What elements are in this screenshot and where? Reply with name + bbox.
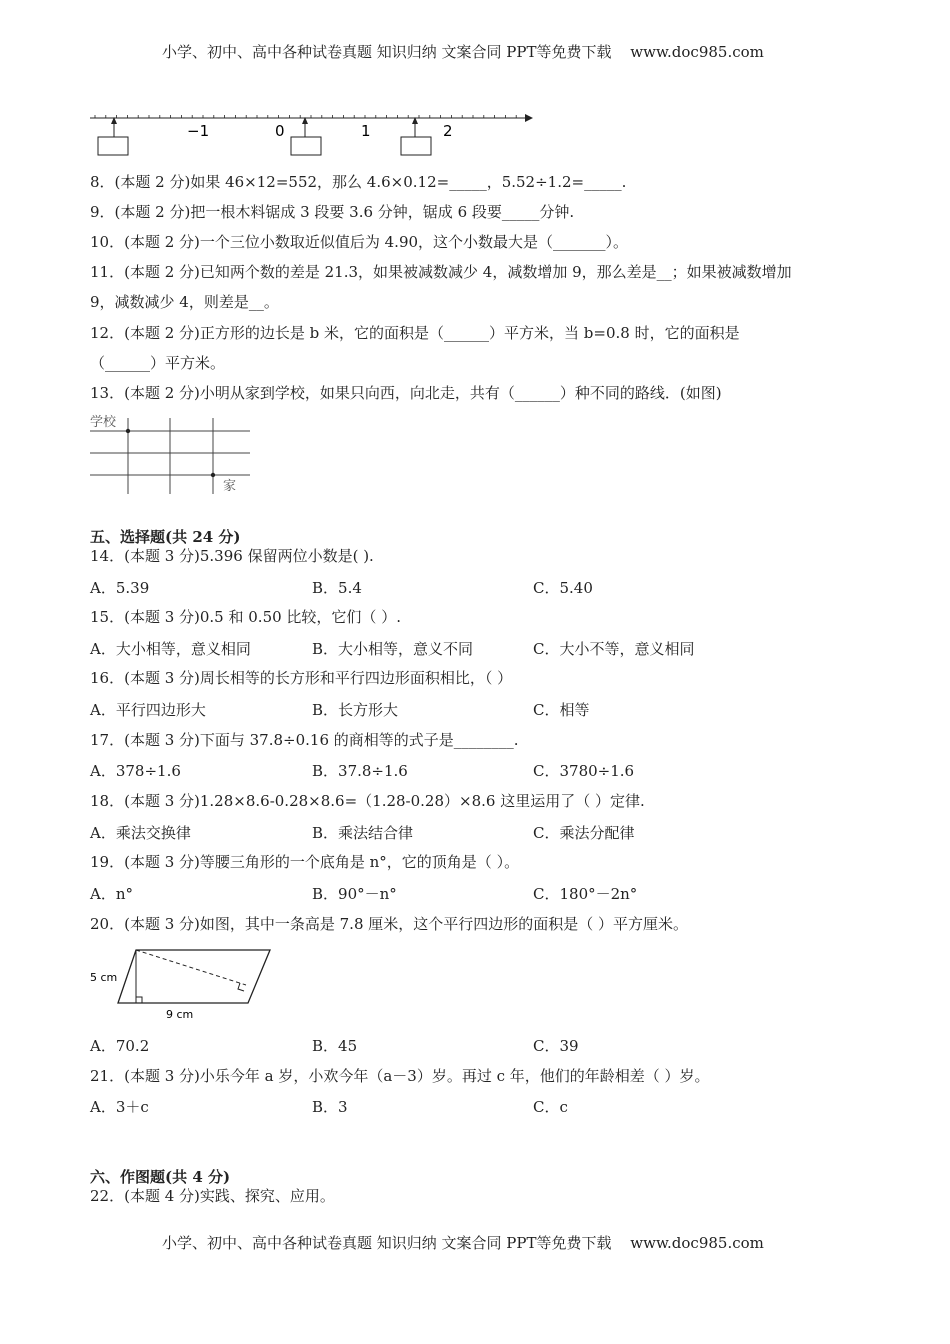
question-8: 8．(本题 2 分)如果 46×12=552，那么 4.6×0.12=_____，5.52÷1.2=_____.	[90, 173, 627, 191]
question-13: 13．(本题 2 分)小明从家到学校，如果只向西，向北走，共有（______）种不同的路线．(如图)	[90, 384, 722, 402]
label-1: 1	[361, 122, 371, 140]
home-label: 家	[223, 479, 237, 494]
question-17: 17．(本题 3 分)下面与 37.8÷0.16 的商相等的式子是________.	[90, 731, 519, 749]
q17-option-b[interactable]: B．37.8÷1.6	[312, 762, 408, 780]
q14-option-a[interactable]: A．5.39	[90, 579, 150, 597]
q20-option-b[interactable]: B．45	[312, 1037, 358, 1055]
q14-option-c[interactable]: C．5.40	[533, 579, 593, 597]
question-11-line1: 11．(本题 2 分)已知两个数的差是 21.3，如果被减数减少 4，减数增加 9，那么差是__；如果被减数增加	[90, 263, 792, 281]
number-line-figure	[85, 104, 535, 160]
page-footer	[162, 1232, 764, 1253]
parallelogram-figure	[88, 945, 278, 1025]
number-line-arrowhead	[525, 114, 533, 122]
q18-option-c[interactable]: C．乘法分配律	[533, 824, 635, 842]
header-text: 小学、初中、高中各种试卷真题 知识归纳 文案合同 PPT等免费下载	[162, 43, 612, 61]
q21-option-c[interactable]: C．c	[533, 1098, 568, 1116]
q14-option-b[interactable]: B．5.4	[312, 579, 362, 597]
q16-option-b[interactable]: B．长方形大	[312, 701, 399, 719]
q16-option-a[interactable]: A．平行四边形大	[90, 701, 206, 719]
label-neg1: −1	[187, 122, 210, 140]
q15-option-b[interactable]: B．大小相等，意义不同	[312, 640, 474, 658]
footer-text: 小学、初中、高中各种试卷真题 知识归纳 文案合同 PPT等免费下载	[162, 1234, 612, 1252]
q18-option-a[interactable]: A．乘法交换律	[90, 824, 191, 842]
q20-option-a[interactable]: A．70.2	[90, 1037, 150, 1055]
question-9: 9．(本题 2 分)把一根木料锯成 3 段要 3.6 分钟，锯成 6 段要_____分钟.	[90, 203, 575, 221]
q15-option-a[interactable]: A．大小相等，意义相同	[90, 640, 251, 658]
school-point	[126, 429, 130, 433]
home-point	[211, 473, 215, 477]
q18-option-b[interactable]: B．乘法结合律	[312, 824, 414, 842]
header-url: www.doc985.com	[630, 43, 764, 61]
section-5-title: 五、选择题(共 24 分)	[90, 528, 241, 546]
q21-option-b[interactable]: B．3	[312, 1098, 348, 1116]
question-12-line2: （______）平方米。	[90, 354, 226, 372]
question-21: 21．(本题 3 分)小乐今年 a 岁，小欢今年（a－3）岁。再过 c 年，他们的年龄相差（ ）岁。	[90, 1067, 710, 1085]
question-20: 20．(本题 3 分)如图，其中一条高是 7.8 厘米，这个平行四边形的面积是（ ）平方厘米。	[90, 915, 689, 933]
question-18: 18．(本题 3 分)1.28×8.6-0.28×8.6=（1.28-0.28）×8.6 这里运用了（ ）定律.	[90, 792, 645, 810]
q21-option-a[interactable]: A．3＋c	[90, 1098, 149, 1116]
q15-option-c[interactable]: C．大小不等，意义相同	[533, 640, 695, 658]
base-label: 9 cm	[166, 1008, 194, 1021]
answer-box-2[interactable]	[291, 137, 321, 155]
question-11-line2: 9，减数减少 4，则差是__。	[90, 293, 279, 311]
section-6-title: 六、作图题(共 4 分)	[90, 1168, 231, 1186]
answer-box-3[interactable]	[401, 137, 431, 155]
q19-option-b[interactable]: B．90°－n°	[312, 885, 397, 903]
footer-url: www.doc985.com	[630, 1234, 764, 1252]
q20-option-c[interactable]: C．39	[533, 1037, 579, 1055]
height-line-dashed	[136, 950, 246, 985]
parallelogram-shape	[118, 950, 270, 1003]
question-12-line1: 12．(本题 2 分)正方形的边长是 b 米，它的面积是（______）平方米，当 b=0.8 时，它的面积是	[90, 324, 740, 342]
label-2: 2	[443, 122, 453, 140]
q17-option-a[interactable]: A．378÷1.6	[90, 762, 181, 780]
question-10: 10．(本题 2 分)一个三位小数取近似值后为 4.90，这个小数最大是（_______）。	[90, 233, 629, 251]
question-19: 19．(本题 3 分)等腰三角形的一个底角是 n°，它的顶角是（ ）。	[90, 853, 520, 871]
question-15: 15．(本题 3 分)0.5 和 0.50 比较，它们（ ）.	[90, 608, 401, 626]
question-16: 16．(本题 3 分)周长相等的长方形和平行四边形面积相比，（ ）	[90, 669, 513, 687]
answer-box-1[interactable]	[98, 137, 128, 155]
q17-option-c[interactable]: C．3780÷1.6	[533, 762, 635, 780]
side-label: 5 cm	[90, 971, 118, 984]
page-header	[162, 41, 764, 62]
route-grid-figure	[88, 408, 253, 498]
label-0: 0	[275, 122, 285, 140]
school-label: 学校	[90, 415, 117, 430]
question-22: 22．(本题 4 分)实践、探究、应用。	[90, 1187, 335, 1205]
q19-option-c[interactable]: C．180°－2n°	[533, 885, 638, 903]
q19-option-a[interactable]: A．n°	[90, 885, 133, 903]
right-angle-mark-1	[136, 997, 142, 1003]
question-14: 14．(本题 3 分)5.396 保留两位小数是( ).	[90, 547, 374, 565]
q16-option-c[interactable]: C．相等	[533, 701, 590, 719]
